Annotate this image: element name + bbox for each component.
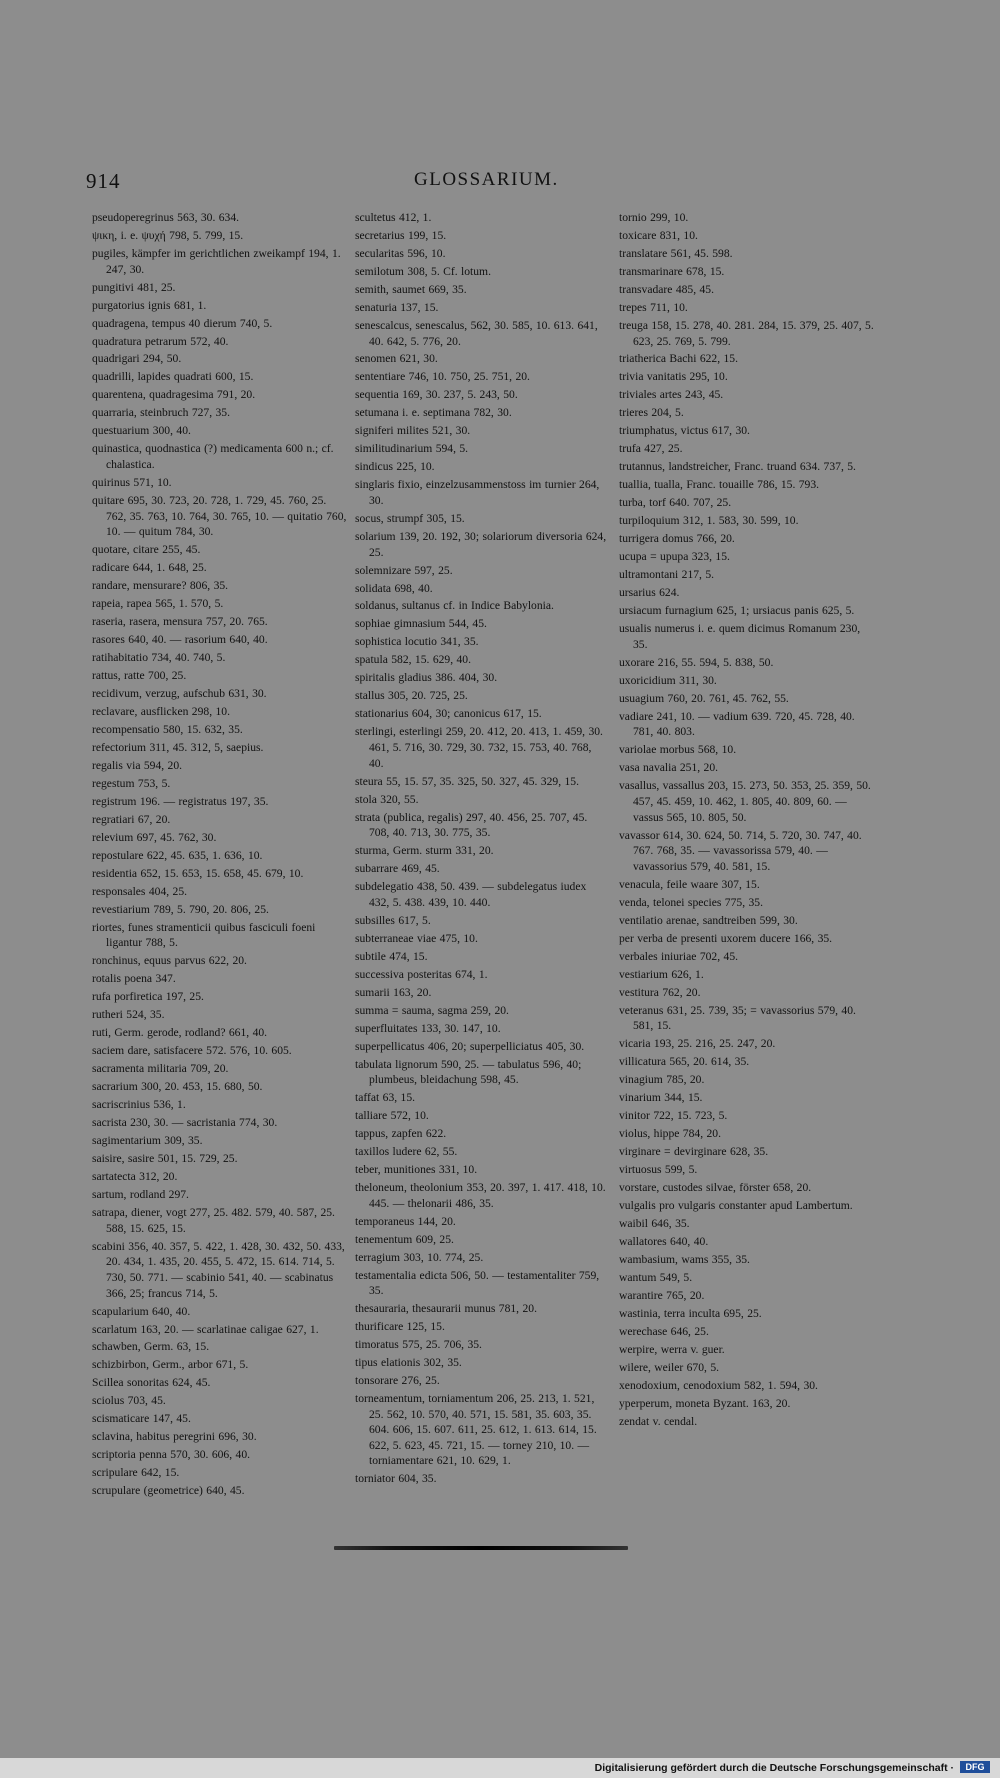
glossary-entry: turba, torf 640. 707, 25.: [619, 496, 732, 510]
glossary-entry: xenodoxium, cenodoxium 582, 1. 594, 30.: [619, 1378, 818, 1392]
glossary-entry: quadragena, tempus 40 dierum 740, 5.: [92, 316, 273, 330]
glossary-entry: vinarium 344, 15.: [619, 1091, 703, 1105]
glossary-entry: quadrigari 294, 50.: [92, 352, 182, 366]
glossary-entry: transvadare 485, 45.: [619, 282, 715, 296]
glossary-entry: refectorium 311, 45. 312, 5, saepius.: [92, 740, 264, 754]
glossary-entry: relevium 697, 45. 762, 30.: [92, 830, 217, 844]
glossary-entry: sacriscrinius 536, 1.: [92, 1098, 186, 1112]
glossary-entry: spiritalis gladius 386. 404, 30.: [355, 671, 498, 685]
glossary-entry: trivia vanitatis 295, 10.: [619, 370, 728, 384]
glossary-entry: trutannus, landstreicher, Franc. truand 634. 737, 5.: [619, 460, 856, 474]
glossary-entry: recidivum, verzug, aufschub 631, 30.: [92, 687, 267, 701]
glossary-column-2: [355, 210, 609, 1489]
digitization-credit: Digitalisierung gefördert durch die Deutsche Forschungsgemeinschaft ·: [594, 1762, 954, 1774]
glossary-entry: virtuosus 599, 5.: [619, 1163, 698, 1177]
glossary-entry: trufa 427, 25.: [619, 442, 683, 456]
glossary-entry: tenementum 609, 25.: [355, 1232, 454, 1246]
glossary-entry: quadratura petrarum 572, 40.: [92, 334, 229, 348]
glossary-entry: usuagium 760, 20. 761, 45. 762, 55.: [619, 691, 789, 705]
glossary-entry: solemnizare 597, 25.: [355, 563, 453, 577]
glossary-entry: wallatores 640, 40.: [619, 1234, 709, 1248]
glossary-entry: quarentena, quadragesima 791, 20.: [92, 388, 256, 402]
glossary-entry: sacrista 230, 30. — sacristania 774, 30.: [92, 1116, 278, 1130]
glossary-entry: ruti, Germ. gerode, rodland? 661, 40.: [92, 1026, 268, 1040]
glossary-entry: ventilatio arenae, sandtreiben 599, 30.: [619, 913, 798, 927]
glossary-entry: trepes 711, 10.: [619, 300, 688, 314]
glossary-entry: solarium 139, 20. 192, 30; solariorum diversoria 624, 25.: [355, 529, 607, 559]
glossary-entry: ursiacum furnagium 625, 1; ursiacus panis 625, 5.: [619, 604, 855, 618]
glossary-entry: scarlatum 163, 20. — scarlatinae caligae 627, 1.: [92, 1322, 319, 1336]
glossary-entry: sophiae gimnasium 544, 45.: [355, 617, 487, 631]
glossary-entry: similitudinarium 594, 5.: [355, 442, 469, 456]
glossary-entry: scripulare 642, 15.: [92, 1466, 180, 1480]
glossary-entry: vavassor 614, 30. 624, 50. 714, 5. 720, 30. 747, 40. 767. 768, 35. — vavassorissa 579, 40. — vavassorius 579, 40. 581, 15.: [619, 828, 862, 873]
glossary-entry: registrum 196. — registratus 197, 35.: [92, 794, 269, 808]
glossary-entry: vasallus, vassallus 203, 15. 273, 50. 353, 25. 359, 50. 457, 45. 459, 10. 462, 1. 805, 40. 809, 60. — vassus 565, 10. 805, 50.: [619, 779, 871, 824]
glossary-entry: talliare 572, 10.: [355, 1109, 429, 1123]
glossary-column-3: [619, 210, 877, 1432]
glossary-entry: ψικη, i. e. ψυχή 798, 5. 799, 15.: [92, 228, 244, 242]
glossary-entry: treuga 158, 15. 278, 40. 281. 284, 15. 379, 25. 407, 5. 623, 25. 769, 5. 799.: [619, 318, 874, 348]
glossary-entry: warantire 765, 20.: [619, 1288, 705, 1302]
glossary-entry: sindicus 225, 10.: [355, 460, 435, 474]
glossary-entry: saisire, sasire 501, 15. 729, 25.: [92, 1152, 238, 1166]
glossary-entry: yperperum, moneta Byzant. 163, 20.: [619, 1396, 791, 1410]
glossary-entry: rapeia, rapea 565, 1. 570, 5.: [92, 597, 224, 611]
glossary-entry: villicatura 565, 20. 614, 35.: [619, 1055, 750, 1069]
glossary-entry: scabini 356, 40. 357, 5. 422, 1. 428, 30. 432, 50. 433, 20. 434, 1. 435, 20. 455, 5. 472, 15. 614. 714, 5. 730, 50. 771. — scabinio 541, 40. — scabinatus 366, 25; francus 714, 5.: [92, 1239, 345, 1300]
glossary-entry: setumana i. e. septimana 782, 30.: [355, 406, 512, 420]
glossary-entry: purgatorius ignis 681, 1.: [92, 298, 207, 312]
glossary-entry: secularitas 596, 10.: [355, 246, 446, 260]
glossary-entry: randare, mensurare? 806, 35.: [92, 579, 229, 593]
glossary-entry: scultetus 412, 1.: [355, 211, 432, 224]
glossary-entry: turpiloquium 312, 1. 583, 30. 599, 10.: [619, 514, 799, 528]
glossary-entry: sartatecta 312, 20.: [92, 1170, 178, 1184]
glossary-entry: regalis via 594, 20.: [92, 758, 183, 772]
glossary-entry: Scillea sonoritas 624, 45.: [92, 1376, 211, 1390]
glossary-entry: per verba de presenti uxorem ducere 166, 35.: [619, 931, 833, 945]
glossary-entry: zendat v. cendal.: [619, 1414, 698, 1428]
glossary-entry: tonsorare 276, 25.: [355, 1374, 440, 1388]
glossary-entry: scrupulare (geometrice) 640, 45.: [92, 1484, 245, 1498]
glossary-entry: rattus, ratte 700, 25.: [92, 669, 187, 683]
glossary-entry: radicare 644, 1. 648, 25.: [92, 561, 207, 575]
glossary-entry: strata (publica, regalis) 297, 40. 456, 25. 707, 45. 708, 40. 713, 30. 775, 35.: [355, 810, 588, 840]
glossary-entry: usualis numerus i. e. quem dicimus Romanum 230, 35.: [619, 622, 861, 651]
glossary-entry: residentia 652, 15. 653, 15. 658, 45. 679, 10.: [92, 866, 304, 880]
glossary-entry: sacramenta militaria 709, 20.: [92, 1062, 229, 1076]
glossary-entry: quitare 695, 30. 723, 20. 728, 1. 729, 45. 760, 25. 762, 35. 763, 10. 764, 30. 765, 10. — quitatio 760, 10. — quitum 784, 30.: [92, 493, 347, 539]
glossary-entry: toxicare 831, 10.: [619, 228, 698, 242]
glossary-entry: signiferi milites 521, 30.: [355, 424, 471, 438]
glossary-entry: ursarius 624.: [619, 586, 680, 600]
glossary-entry: quirinus 571, 10.: [92, 475, 172, 489]
glossary-entry: vicaria 193, 25. 216, 25. 247, 20.: [619, 1037, 776, 1051]
glossary-entry: tornio 299, 10.: [619, 211, 689, 224]
glossary-entry: saciem dare, satisfacere 572. 576, 10. 605.: [92, 1044, 292, 1058]
glossary-entry: torneamentum, torniamentum 206, 25. 213, 1. 521, 25. 562, 10. 570, 40. 571, 15. 581, 35. 603, 35. 604. 606, 15. 607. 611, 25. 612, 1. 613. 614, 15. 622, 5. 623, 45. 721, 15. — torney 210, 10. — torniamentare 621, 10. 629, 1.: [355, 1392, 597, 1468]
glossary-entry: riortes, funes stramenticii quibus fasciculi foeni ligantur 788, 5.: [92, 920, 316, 950]
glossary-entry: subdelegatio 438, 50. 439. — subdelegatus iudex 432, 5. 438. 439, 10. 440.: [355, 880, 587, 909]
glossary-entry: vorstare, custodes silvae, förster 658, 20.: [619, 1181, 812, 1195]
glossary-entry: sequentia 169, 30. 237, 5. 243, 50.: [355, 388, 518, 402]
glossary-entry: ratihabitatio 734, 40. 740, 5.: [92, 651, 226, 665]
glossary-entry: pugiles, kämpfer im gerichtlichen zweikampf 194, 1. 247, 30.: [92, 246, 341, 276]
glossary-entry: revestiarium 789, 5. 790, 20. 806, 25.: [92, 902, 269, 916]
glossary-entry: vadiare 241, 10. — vadium 639. 720, 45. 728, 40. 781, 40. 803.: [619, 709, 855, 739]
glossary-entry: turrigera domus 766, 20.: [619, 532, 735, 546]
glossary-entry: sclavina, habitus peregrini 696, 30.: [92, 1430, 257, 1444]
glossary-entry: scriptoria penna 570, 30. 606, 40.: [92, 1448, 251, 1462]
glossary-entry: vinitor 722, 15. 723, 5.: [619, 1109, 728, 1123]
glossary-entry: teber, munitiones 331, 10.: [355, 1163, 478, 1177]
glossary-entry: vasa navalia 251, 20.: [619, 761, 719, 775]
glossary-entry: quadrilli, lapides quadrati 600, 15.: [92, 370, 254, 384]
glossary-entry: triumphatus, victus 617, 30.: [619, 424, 750, 438]
glossary-entry: variolae morbus 568, 10.: [619, 743, 737, 757]
glossary-entry: vestiarium 626, 1.: [619, 967, 704, 981]
glossary-entry: tappus, zapfen 622.: [355, 1127, 447, 1141]
page-number: 914: [86, 169, 121, 193]
glossary-entry: pungitivi 481, 25.: [92, 280, 176, 294]
glossary-entry: pseudoperegrinus 563, 30. 634.: [92, 211, 240, 224]
glossary-entry: quotare, citare 255, 45.: [92, 543, 201, 557]
glossary-entry: steura 55, 15. 57, 35. 325, 50. 327, 45. 329, 15.: [355, 774, 579, 788]
glossary-entry: soldanus, sultanus cf. in Indice Babylonia.: [355, 599, 554, 613]
glossary-entry: summa = sauma, sagma 259, 20.: [355, 1003, 509, 1017]
glossary-entry: ucupa = upupa 323, 15.: [619, 550, 730, 564]
glossary-entry: sciolus 703, 45.: [92, 1394, 166, 1408]
glossary-entry: rutheri 524, 35.: [92, 1008, 165, 1022]
glossary-entry: venacula, feile waare 307, 15.: [619, 877, 760, 891]
glossary-entry: vinagium 785, 20.: [619, 1073, 705, 1087]
glossary-entry: uxorare 216, 55. 594, 5. 838, 50.: [619, 655, 774, 669]
glossary-entry: tuallia, tualla, Franc. touaille 786, 15. 793.: [619, 478, 820, 492]
glossary-entry: subtile 474, 15.: [355, 949, 428, 963]
glossary-entry: ultramontani 217, 5.: [619, 568, 715, 582]
glossary-entry: stationarius 604, 30; canonicus 617, 15.: [355, 707, 542, 721]
end-rule-divider: [334, 1546, 628, 1550]
glossary-entry: thesauraria, thesaurarii munus 781, 20.: [355, 1302, 537, 1316]
glossary-entry: virginare = devirginare 628, 35.: [619, 1145, 769, 1159]
glossary-entry: solidata 698, 40.: [355, 581, 433, 595]
glossary-entry: testamentalia edicta 506, 50. — testamentaliter 759, 35.: [355, 1268, 600, 1298]
glossary-entry: sartum, rodland 297.: [92, 1188, 189, 1202]
glossary-entry: vestitura 762, 20.: [619, 985, 701, 999]
glossary-entry: torniator 604, 35.: [355, 1472, 437, 1486]
glossary-entry: scapularium 640, 40.: [92, 1304, 191, 1318]
glossary-entry: satrapa, diener, vogt 277, 25. 482. 579, 40. 587, 25. 588, 15. 625, 15.: [92, 1206, 335, 1235]
glossary-entry: taffat 63, 15.: [355, 1091, 416, 1105]
glossary-entry: werpire, werra v. guer.: [619, 1342, 725, 1356]
glossary-entry: translatare 561, 45. 598.: [619, 246, 733, 260]
glossary-entry: recompensatio 580, 15. 632, 35.: [92, 722, 243, 736]
glossary-entry: reclavare, ausflicken 298, 10.: [92, 705, 230, 718]
running-head-title: GLOSSARIUM.: [414, 169, 559, 190]
glossary-entry: schawben, Germ. 63, 15.: [92, 1340, 210, 1354]
glossary-entry: raseria, rasera, mensura 757, 20. 765.: [92, 615, 268, 629]
glossary-entry: wastinia, terra inculta 695, 25.: [619, 1306, 762, 1320]
glossary-entry: semith, saumet 669, 35.: [355, 282, 467, 296]
glossary-entry: questuarium 300, 40.: [92, 424, 191, 438]
glossary-entry: superfluitates 133, 30. 147, 10.: [355, 1021, 501, 1035]
glossary-entry: sacrarium 300, 20. 453, 15. 680, 50.: [92, 1080, 263, 1094]
glossary-entry: subarrare 469, 45.: [355, 862, 440, 876]
glossary-entry: quinastica, quodnastica (?) medicamenta 600 n.; cf. chalastica.: [92, 442, 334, 471]
glossary-entry: singlaris fixio, einzelzusammenstoss im turnier 264, 30.: [355, 478, 600, 507]
glossary-entry: temporaneus 144, 20.: [355, 1214, 456, 1228]
glossary-entry: triatherica Bachi 622, 15.: [619, 352, 739, 366]
glossary-entry: trieres 204, 5.: [619, 406, 684, 420]
glossary-entry: werechase 646, 25.: [619, 1324, 709, 1338]
glossary-entry: rotalis poena 347.: [92, 972, 176, 986]
glossary-entry: schizbirbon, Germ., arbor 671, 5.: [92, 1358, 249, 1372]
glossary-entry: sententiare 746, 10. 750, 25. 751, 20.: [355, 370, 530, 384]
glossary-entry: sagimentarium 309, 35.: [92, 1134, 203, 1148]
glossary-entry: secretarius 199, 15.: [355, 228, 447, 242]
glossary-entry: rufa porfiretica 197, 25.: [92, 990, 204, 1004]
glossary-entry: regestum 753, 5.: [92, 776, 171, 790]
glossary-entry: veteranus 631, 25. 739, 35; = vavassorius 579, 40. 581, 15.: [619, 1003, 856, 1033]
glossary-entry: ronchinus, equus parvus 622, 20.: [92, 954, 247, 968]
glossary-entry: quarraria, steinbruch 727, 35.: [92, 406, 231, 420]
glossary-entry: tabulata lignorum 590, 25. — tabulatus 596, 40; plumbeus, bleidachung 598, 45.: [355, 1057, 582, 1087]
glossary-entry: uxoricidium 311, 30.: [619, 673, 717, 687]
glossary-entry: sturma, Germ. sturm 331, 20.: [355, 844, 494, 858]
glossary-column-1: [92, 210, 348, 1501]
glossary-entry: timoratus 575, 25. 706, 35.: [355, 1338, 482, 1352]
glossary-entry: taxillos ludere 62, 55.: [355, 1145, 458, 1159]
glossary-entry: successiva posteritas 674, 1.: [355, 967, 488, 981]
glossary-entry: stola 320, 55.: [355, 792, 419, 806]
glossary-entry: transmarinare 678, 15.: [619, 264, 725, 278]
glossary-entry: socus, strumpf 305, 15.: [355, 511, 465, 525]
glossary-entry: rasores 640, 40. — rasorium 640, 40.: [92, 633, 268, 647]
glossary-entry: spatula 582, 15. 629, 40.: [355, 653, 471, 667]
glossary-entry: semilotum 308, 5. Cf. lotum.: [355, 264, 491, 278]
glossary-entry: waibil 646, 35.: [619, 1216, 690, 1230]
glossary-entry: terragium 303, 10. 774, 25.: [355, 1250, 484, 1264]
glossary-entry: senescalcus, senescalus, 562, 30. 585, 10. 613. 641, 40. 642, 5. 776, 20.: [355, 318, 598, 348]
glossary-entry: sterlingi, esterlingi 259, 20. 412, 20. 413, 1. 459, 30. 461, 5. 716, 30. 729, 30. 732, 15. 753, 40. 768, 40.: [355, 725, 603, 770]
glossary-entry: responsales 404, 25.: [92, 884, 188, 898]
glossary-entry: wilere, weiler 670, 5.: [619, 1360, 720, 1374]
glossary-entry: vulgalis pro vulgaris constanter apud Lambertum.: [619, 1199, 853, 1212]
glossary-entry: stallus 305, 20. 725, 25.: [355, 689, 468, 703]
glossary-entry: verbales iniuriae 702, 45.: [619, 949, 739, 963]
glossary-entry: senaturia 137, 15.: [355, 300, 439, 314]
glossary-entry: repostulare 622, 45. 635, 1. 636, 10.: [92, 848, 263, 862]
glossary-entry: sophistica locutio 341, 35.: [355, 635, 479, 649]
glossary-entry: wantum 549, 5.: [619, 1270, 693, 1284]
glossary-entry: venda, telonei species 775, 35.: [619, 895, 763, 909]
glossary-entry: thurificare 125, 15.: [355, 1320, 445, 1334]
glossary-entry: tipus elationis 302, 35.: [355, 1356, 462, 1370]
glossary-entry: scismaticare 147, 45.: [92, 1412, 191, 1426]
glossary-entry: superpellicatus 406, 20; superpelliciatus 405, 30.: [355, 1039, 585, 1053]
glossary-entry: regratiari 67, 20.: [92, 812, 171, 826]
glossary-entry: subsilles 617, 5.: [355, 913, 431, 927]
glossary-entry: triviales artes 243, 45.: [619, 388, 724, 402]
glossary-entry: subterraneae viae 475, 10.: [355, 931, 478, 945]
glossary-entry: wambasium, wams 355, 35.: [619, 1252, 750, 1266]
glossary-entry: violus, hippe 784, 20.: [619, 1127, 721, 1141]
glossary-entry: sumarii 163, 20.: [355, 985, 432, 999]
glossary-entry: senomen 621, 30.: [355, 352, 438, 366]
glossary-entry: theloneum, theolonium 353, 20. 397, 1. 417. 418, 10. 445. — thelonarii 486, 35.: [355, 1181, 606, 1210]
dfg-logo: DFG: [960, 1761, 990, 1773]
